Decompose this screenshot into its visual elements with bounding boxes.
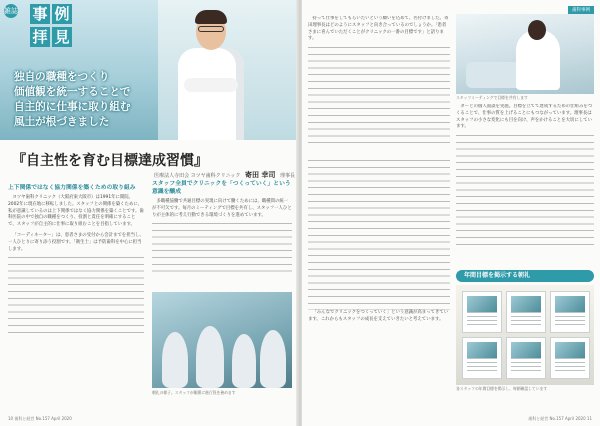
body-paragraph: 多職種協働で共通目標の実現に向けて働くためには、職種間の統一が不可欠です。毎月のミーティングで目標を共有し、スタッフ一人ひとりが主体的に考え行動できる環境づくりを進めています。: [152, 199, 292, 218]
article-column: [456, 104, 594, 250]
tag-char: 見: [52, 27, 72, 47]
body-text-lines: [152, 223, 292, 273]
page-footer: 10 歯科と経営 No.157 April 2020: [8, 416, 72, 421]
photo-caption: 各スタッフの年間目標を掲示し、毎朝確認しています: [456, 386, 548, 391]
article-column: [8, 184, 144, 402]
magazine-badge: 雑誌: [4, 4, 18, 18]
subheading: 上下関係ではなく協力関係を築くための取り組み: [8, 185, 136, 191]
hero-line: 自主的に仕事に取り組む: [14, 101, 131, 113]
morning-meeting-photo: [152, 292, 292, 388]
staff-photo: [456, 14, 594, 94]
left-page: [0, 0, 298, 426]
section-tag: [22, 4, 82, 54]
byline-name: 寄田 幸司: [244, 171, 276, 179]
hero-line: 独自の職種をつくり: [14, 71, 110, 83]
section-heading-bar: 年間目標を掲示する朝礼: [456, 270, 594, 282]
tag-char: 例: [52, 4, 72, 24]
hero-line: 風土が根づきました: [14, 116, 110, 128]
photo-caption: スタッフミーティングで目標を共有します: [456, 95, 528, 100]
photo-caption: 朝礼の様子。スタッフが順番に進行役を務めます: [152, 390, 236, 395]
page-footer: 歯科と経営 No.157 April 2020 11: [528, 416, 592, 421]
byline-clinic: 医療法人寺田会 ヨツヤ歯科クリニック: [154, 173, 241, 179]
body-text-lines: [308, 47, 450, 147]
article-column: [308, 16, 450, 156]
doctor-portrait: [172, 8, 250, 140]
tag-char: 事: [30, 4, 50, 24]
body-paragraph: 「コーディネーター」は、患者さまの受付から会計までを担当し、一人ひとりに寄り添う役割です。「衛生士」は予防歯科を中心に担当します。: [8, 232, 144, 252]
body-text-lines: [308, 160, 450, 310]
hero-photo: [0, 0, 298, 140]
article-column: [308, 160, 450, 392]
body-paragraph: ヨツヤ歯科クリニック（大阪府東大阪市）は1991年に開院。2002年に現在地に移転しました。スタッフとの関係を築くために、私が意識しているのは上下関係ではなく協力関係を築くことです。歯科医院の中で独自の職種をつくり、役割と責任を明確にすることで、スタッフが自主的に仕事に取り組むことを目指しています。: [8, 195, 144, 228]
article-column: [152, 180, 292, 288]
body-paragraph: 「みんなでクリニックをつくっていく」という意識が高まってきています。これからもスタッフの成長を支えていきたいと考えています。: [308, 310, 449, 322]
body-text-lines: [456, 135, 594, 245]
subheading: スタッフ全員でクリニックを「つくっていく」という意識を醸成: [152, 181, 291, 195]
right-page: [302, 0, 600, 426]
section-header: 歯科事例: [568, 6, 594, 14]
hero-line: 価値観を統一することで: [14, 86, 131, 98]
article-title: 『自主性を育む目標達成習慣』: [12, 153, 208, 169]
hero-headline: [14, 70, 174, 130]
byline-role: 理事長: [279, 173, 295, 179]
tag-char: 拝: [30, 27, 50, 47]
body-paragraph: 持って仕事をしてもらいたいという願いを込めて、名付けました。寄田理事長はどのようにスタッフと向き合っているのでしょうか。「患者さまに喜んでいただくことがクリニックの一番の目標です」と語ります。: [308, 16, 449, 42]
body-text-lines: [8, 257, 144, 337]
byline: [150, 170, 295, 180]
body-paragraph: ダーとの個人面談を実施。目標を立てて達成するための仕組みをつくることで、仕事の質を上げることにもつながっています。理事長はスタッフの小さな変化にも目を向け、声をかけることを大切にしています。: [456, 104, 593, 130]
goals-board-photo: [456, 285, 594, 385]
